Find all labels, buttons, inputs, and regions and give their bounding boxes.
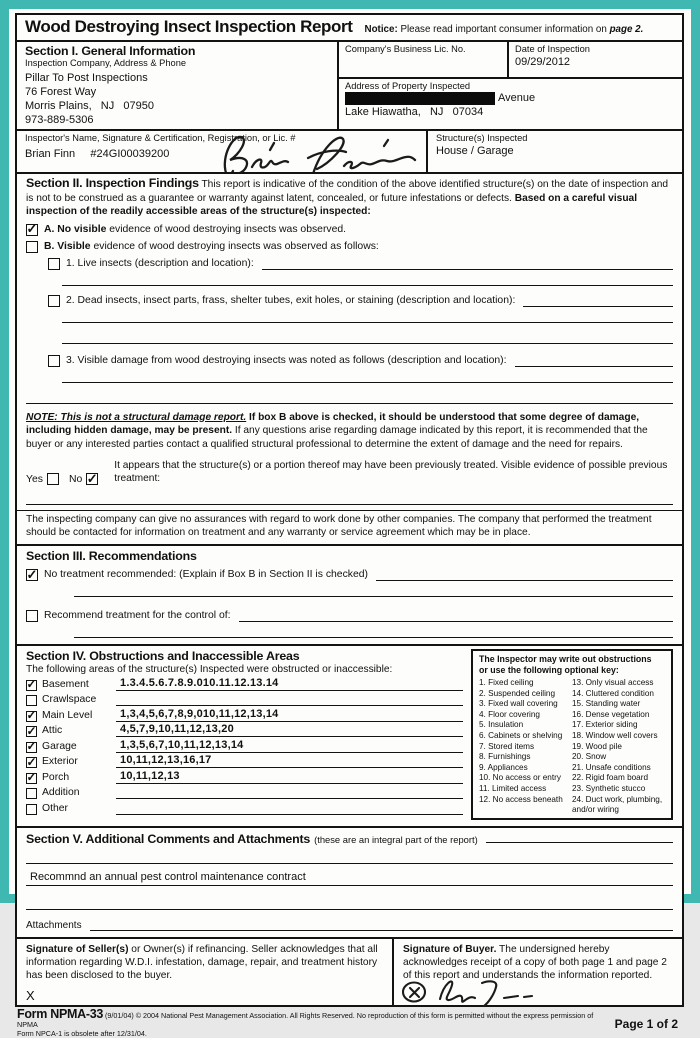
attic-label: Attic	[42, 725, 63, 736]
exterior-label: Exterior	[42, 756, 78, 767]
key-item: 2. Suspended ceiling	[479, 688, 556, 698]
finding-a-checkbox[interactable]: ✓	[26, 221, 38, 236]
key-item: 23. Synthetic stucco	[572, 783, 646, 793]
yes-label: Yes	[26, 474, 43, 485]
note-regular: If any questions arise regarding damage indicated by this report, it is recommended that the buyer or any interested parties contact a qualified structural professional to determine the extent of damage and the need for repairs.	[26, 425, 648, 450]
structures-inspected-label: Structure(s) Inspected	[436, 133, 528, 143]
buyer-signature	[400, 973, 550, 1007]
key-item: 13. Only visual access	[572, 678, 654, 687]
address-city: Lake Hiawatha, NJ 07034	[345, 106, 484, 118]
no-label: No	[68, 474, 83, 485]
attic-checkbox[interactable]: ✓	[26, 723, 37, 738]
company-city: Morris Plains, NJ 07950	[25, 100, 154, 112]
previous-treatment-text: It appears that the structure(s) or a portion thereof may have been previously treated. Visible evidence of possible previous treatment:	[114, 460, 668, 484]
recommend-treatment-label: Recommend treatment for the control of:	[44, 610, 231, 621]
key-item: 19. Wood pile	[572, 741, 622, 751]
attachments-label: Attachments	[26, 919, 82, 931]
title-bar	[15, 13, 684, 42]
area-row-garage	[26, 737, 463, 753]
inspector-signature	[218, 130, 418, 176]
garage-checkbox[interactable]: ✓	[26, 739, 37, 753]
area-row-addition	[26, 784, 463, 800]
main-level-checkbox[interactable]: ✓	[26, 708, 37, 722]
addition-label: Addition	[42, 787, 80, 798]
no-checkbox[interactable]: ✓	[86, 470, 98, 486]
footer-obsolete-note: Form NPCA-1 is obsolete after 12/31/04.	[17, 1028, 147, 1038]
key-item: 3. Fixed wall covering	[479, 699, 558, 709]
structural-damage-note	[26, 411, 673, 452]
key-item: 20. Snow	[572, 752, 607, 762]
section2-divider	[17, 510, 682, 511]
visible-damage-extra-line-2[interactable]	[26, 392, 673, 404]
inspector-label: Inspector's Name, Signature & Certification, Registration, or Lic. #	[25, 133, 296, 143]
visible-damage-row	[48, 354, 673, 367]
key-title-line2: or use the following optional key:	[479, 664, 619, 675]
dead-insects-label: 2. Dead insects, insect parts, frass, shelter tubes, exit holes, or staining (description and location):	[66, 294, 516, 306]
finding-a-row	[26, 223, 673, 236]
section5-title: Section V. Additional Comments and Attachments	[26, 831, 311, 846]
dead-insects-extra-line-2[interactable]	[62, 332, 673, 344]
dead-insects-checkbox[interactable]	[48, 295, 60, 307]
finding-b-row	[26, 240, 673, 253]
key-column-right	[572, 678, 665, 816]
yes-checkbox[interactable]	[47, 473, 59, 485]
section2-intro	[26, 177, 673, 219]
section2-intro-bold: Based on a careful visual inspection of the readily accessible areas of the structure(s) inspected:	[26, 192, 638, 217]
section4	[15, 644, 684, 828]
notice-label: Notice:	[364, 24, 398, 35]
page-number: Page 1 of 2	[614, 1016, 678, 1031]
business-license-label: Company's Business Lic. No.	[345, 44, 466, 54]
company-field-label: Inspection Company, Address & Phone	[25, 58, 187, 68]
note-underlined: NOTE: This is not a structural damage report.	[26, 411, 247, 423]
inspection-date-label: Date of Inspection	[515, 44, 590, 54]
dead-insects-row	[48, 294, 673, 307]
key-title-line1: The Inspector may write out obstructions	[479, 654, 652, 664]
inspection-date-field[interactable]	[509, 42, 682, 77]
seller-signature-label: Signature of Seller(s)	[26, 943, 129, 955]
finding-b-label: B. Visible evidence of wood destroying insects was observed as follows:	[44, 240, 379, 252]
attic-obstruction-field[interactable]: 4,5,7,9,10,11,12,13,20	[116, 723, 463, 737]
addition-checkbox[interactable]	[26, 788, 37, 799]
section1	[15, 40, 684, 131]
porch-label: Porch	[42, 771, 70, 783]
area-row-main-level	[26, 706, 463, 722]
key-item: 21. Unsafe conditions	[572, 762, 651, 772]
buyer-signature-cell	[394, 939, 682, 1005]
key-item: 12. No access beneath	[479, 794, 563, 804]
company-name: Pillar To Post Inspections	[25, 72, 148, 84]
section4-subtitle: The following areas of the structure(s) Inspected were obstructed or inaccessible:	[26, 664, 393, 675]
comment-field[interactable]: Recommnd an annual pest control maintenance contract	[26, 870, 673, 886]
comments-line-2[interactable]	[26, 898, 673, 910]
area-row-attic	[26, 722, 463, 738]
inspector-row	[15, 129, 684, 174]
key-item: 15. Standing water	[572, 699, 641, 709]
visible-damage-line[interactable]	[515, 355, 674, 367]
other-checkbox[interactable]	[26, 804, 37, 815]
garage-label: Garage	[42, 740, 77, 752]
area-row-other	[26, 799, 463, 815]
key-item: 8. Furnishings	[479, 752, 531, 762]
buyer-signature-label: Signature of Buyer.	[403, 943, 497, 955]
section3	[15, 544, 684, 646]
area-row-basement	[26, 675, 463, 691]
key-item: 9. Appliances	[479, 762, 528, 772]
obstruction-key-box	[471, 649, 673, 820]
area-row-crawlspace	[26, 691, 463, 707]
inspector-name-license: Brian Finn #24GI00039200	[25, 148, 170, 160]
inspection-date-value: 09/29/2012	[515, 56, 571, 68]
business-license-field[interactable]	[339, 42, 509, 77]
notice-body: Please read important consumer information on	[397, 24, 610, 35]
section4-title: Section IV. Obstructions and Inaccessible Areas	[26, 649, 300, 663]
section5	[15, 826, 684, 939]
no-treatment-label: No treatment recommended: (Explain if Box B in Section II is checked)	[44, 569, 368, 580]
section5-heading	[26, 831, 673, 846]
signature-section	[15, 937, 684, 1007]
form-title: Wood Destroying Insect Inspection Report	[25, 17, 353, 36]
main-level-obstruction-field[interactable]: 1,3,4,5,6,7,8,9,010,11,12,13,14	[116, 708, 463, 722]
exterior-obstruction-field[interactable]: 10,11,12,13,16,17	[116, 754, 463, 768]
seller-signature-text	[26, 943, 383, 982]
recommend-treatment-extra-line[interactable]	[74, 626, 673, 638]
area-row-porch	[26, 768, 463, 784]
form-footer	[15, 1007, 684, 1038]
previous-treatment-row	[26, 459, 673, 485]
company-street: 76 Forest Way	[25, 86, 97, 98]
attachments-line[interactable]	[90, 919, 673, 931]
structures-inspected-field[interactable]	[426, 131, 682, 172]
seller-signature-body: or Owner(s) if refinancing. Seller acknowledges that all information regarding W.D.I. infestation, damage, repair, and treatment history has been disclosed to the buyer.	[26, 943, 378, 981]
section1-title: Section I. General Information	[25, 44, 196, 58]
seller-signature-cell	[17, 939, 394, 1005]
company-assurance-note: The inspecting company can give no assurances with regard to work done by other companies. The company that performed the treatment should be contacted for information on treatment and any warranty or service agreement which may be in place.	[26, 514, 652, 538]
porch-obstruction-field[interactable]: 10,11,12,13	[116, 770, 463, 784]
porch-checkbox[interactable]: ✓	[26, 770, 37, 784]
footer-legal	[17, 1006, 615, 1038]
area-row-exterior	[26, 753, 463, 769]
key-item: 22. Rigid foam board	[572, 773, 649, 783]
key-item: 7. Stored items	[479, 741, 535, 751]
seller-signature-x[interactable]: X	[26, 987, 35, 1003]
basement-obstruction-field[interactable]: 1.3.4.5.6.7.8.9.010.11.12.13.14	[116, 677, 463, 691]
inspector-field[interactable]	[17, 131, 426, 172]
previous-treatment-line[interactable]	[26, 493, 673, 505]
no-treatment-row	[26, 568, 673, 581]
notice-page-ref: page 2.	[609, 24, 644, 35]
comments-line-1[interactable]	[26, 852, 673, 864]
section3-title: Section III. Recommendations	[26, 549, 197, 563]
recommend-treatment-checkbox[interactable]	[26, 610, 38, 622]
buyer-signature-body: The undersigned hereby acknowledges receipt of a copy of both page 1 and page 2 of this report and understands the information reported.	[403, 943, 667, 981]
key-column-left	[479, 678, 572, 816]
visible-damage-checkbox[interactable]	[48, 355, 60, 367]
key-item: 4. Floor covering	[479, 709, 540, 719]
visible-damage-extra-line-1[interactable]	[62, 371, 673, 383]
main-level-label: Main Level	[42, 709, 93, 721]
redacted-street-name	[345, 92, 495, 105]
finding-a-label: A. No visible evidence of wood destroying insects was observed.	[44, 223, 347, 235]
live-insects-row	[48, 257, 673, 270]
no-treatment-line[interactable]	[376, 569, 673, 581]
recommend-treatment-line[interactable]	[239, 610, 673, 622]
property-address-field[interactable]	[339, 79, 682, 129]
notice-text	[365, 24, 644, 35]
dead-insects-extra-line-1[interactable]	[62, 311, 673, 323]
no-treatment-extra-line[interactable]	[74, 585, 673, 597]
live-insects-label: 1. Live insects (description and location):	[66, 257, 254, 269]
key-item: 11. Limited access	[479, 783, 547, 793]
section5-heading-line[interactable]	[486, 831, 673, 843]
section2-title: Section II. Inspection Findings	[26, 176, 199, 190]
key-item: 16. Dense vegetation	[572, 709, 650, 719]
key-item: 18. Window well covers	[572, 730, 658, 740]
live-insects-extra-line[interactable]	[62, 274, 673, 286]
dead-insects-line[interactable]	[523, 295, 673, 307]
key-item: 17. Exterior siding	[572, 720, 638, 730]
basement-checkbox[interactable]: ✓	[26, 677, 37, 691]
key-item: 14. Cluttered condition	[572, 688, 654, 698]
note-bold: If box B above is checked, it should be understood that some degree of damage, including hidden damage, may be present.	[26, 411, 640, 436]
live-insects-checkbox[interactable]	[48, 258, 60, 270]
section2	[15, 172, 684, 546]
company-phone: 973-889-5306	[25, 114, 94, 126]
form-number: Form NPMA-33	[17, 1006, 103, 1021]
basement-label: Basement	[42, 678, 89, 690]
crawlspace-checkbox[interactable]	[26, 695, 37, 706]
crawlspace-obstruction-field[interactable]	[116, 705, 463, 706]
other-obstruction-field[interactable]	[116, 814, 463, 815]
structures-inspected-value: House / Garage	[436, 145, 514, 157]
visible-damage-label: 3. Visible damage from wood destroying insects was noted as follows (description and location):	[66, 354, 507, 366]
other-label: Other	[42, 802, 68, 814]
no-treatment-checkbox[interactable]: ✓	[26, 566, 38, 582]
key-item: 24. Duct work, plumbing, and/or wiring	[572, 794, 663, 815]
garage-obstruction-field[interactable]: 1,3,5,6,7,10,11,12,13,14	[116, 739, 463, 753]
exterior-checkbox[interactable]: ✓	[26, 754, 37, 769]
section2-intro-regular: This report is indicative of the condition of the above identified structure(s) on the date of inspection and is not to be construed as a guarantee or warranty against latent, concealed, or future infestations or defects.	[26, 179, 669, 204]
footer-copyright: (9/01/04) © 2004 National Pest Management Association. All Rights Reserved. No reproduction of this form is permitted without the express permission of NPMA	[17, 1010, 594, 1029]
crawlspace-label: Crawlspace	[42, 694, 97, 705]
property-address-label: Address of Property Inspected	[345, 81, 471, 91]
key-item: 1. Fixed ceiling	[479, 678, 534, 687]
live-insects-line[interactable]	[262, 258, 673, 270]
recommend-treatment-row	[26, 609, 673, 622]
key-item: 6. Cabinets or shelving	[479, 730, 563, 740]
form-page	[7, 7, 693, 1038]
key-item: 10. No access or entry	[479, 773, 561, 783]
address-street-suffix: Avenue	[498, 92, 536, 104]
addition-obstruction-field[interactable]	[116, 798, 463, 799]
section5-title-paren: (these are an integral part of the report)	[314, 833, 478, 845]
key-item: 5. Insulation	[479, 720, 524, 730]
section1-company-cell	[17, 42, 339, 129]
finding-b-checkbox[interactable]	[26, 241, 38, 253]
attachments-row	[26, 919, 673, 931]
